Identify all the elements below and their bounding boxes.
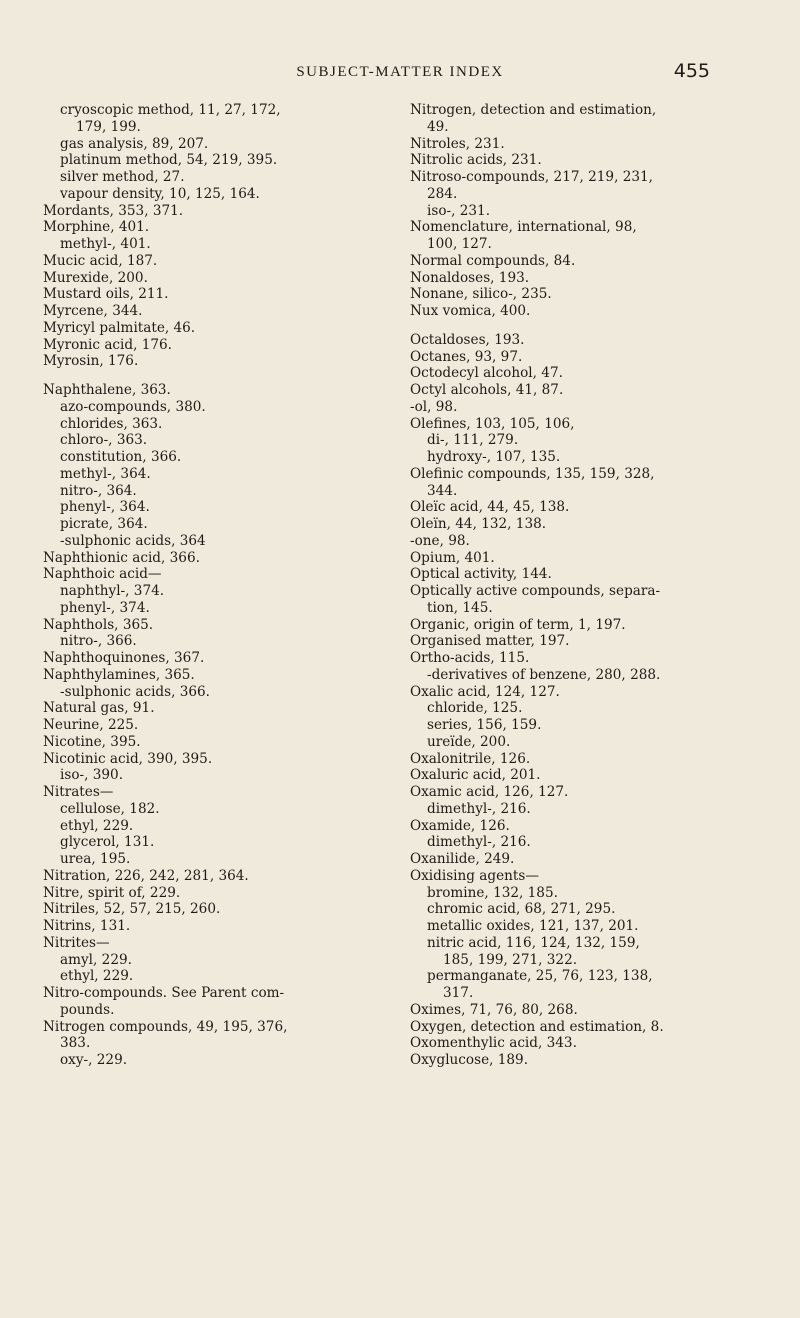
index-subentry: iso-, 390. (60, 767, 124, 784)
index-subentry: -sulphonic acids, 364 (60, 532, 206, 549)
index-entry: Organic, origin of term, 1, 197. (410, 616, 626, 633)
index-entry: Nonaldoses, 193. (410, 269, 530, 286)
index-subentry: metallic oxides, 121, 137, 201. (427, 918, 639, 934)
index-subentry: phenyl-, 374. (60, 599, 150, 616)
index-entry: Mordants, 353, 371. (43, 202, 184, 219)
index-entry: Naphthylamines, 365. (43, 666, 195, 683)
index-entry: Olefines, 103, 105, 106, (410, 415, 575, 432)
index-entry: Nitration, 226, 242, 281, 364. (43, 867, 249, 884)
index-subentry: nitric acid, 116, 124, 132, 159, (427, 934, 640, 951)
index-subentry: dimethyl-, 216. (427, 800, 531, 817)
section-gap (43, 370, 378, 382)
index-entry: Nitriles, 52, 57, 215, 260. (43, 901, 221, 918)
index-entry: Naphthionic acid, 366. (43, 549, 200, 566)
index-entry: Mucic acid, 187. (43, 252, 158, 269)
index-entry: Octyl alcohols, 41, 87. (410, 382, 564, 398)
index-entry: -one, 98. (410, 532, 470, 549)
index-subentry: -derivatives of benzene, 280, 288. (427, 666, 661, 683)
index-entry: Nitrins, 131. (43, 918, 131, 934)
index-subentry: di-, 111, 279. (427, 432, 519, 449)
section-gap (410, 320, 765, 332)
index-entry: Natural gas, 91. (43, 700, 155, 717)
index-subentry: nitro-, 366. (60, 633, 137, 650)
index-entry: Nitrogen, detection and estimation, (410, 102, 657, 118)
index-subentry: -sulphonic acids, 366. (60, 683, 211, 700)
index-subentry: azo-compounds, 380. (60, 398, 206, 415)
index-entry: Ortho-acids, 115. (410, 650, 530, 666)
index-subentry: cryoscopic method, 11, 27, 172, (60, 102, 281, 118)
index-entry: Octodecyl alcohol, 47. (410, 365, 563, 382)
index-subentry: amyl, 229. (60, 951, 132, 968)
index-entry: Naphthalene, 363. (43, 382, 171, 398)
index-subentry: phenyl-, 364. (60, 499, 150, 516)
index-subentry: methyl-, 364. (60, 465, 151, 482)
index-subentry: tion, 145. (427, 599, 493, 616)
index-entry: Neurine, 225. (43, 717, 139, 733)
index-entry: Oxaluric acid, 201. (410, 767, 541, 784)
index-entry: Olefinic compounds, 135, 159, 328, (410, 465, 655, 482)
index-subentry: naphthyl-, 374. (60, 583, 165, 599)
index-entry: Nitroles, 231. (410, 135, 505, 152)
index-subentry: pounds. (60, 1001, 115, 1018)
index-subentry: series, 156, 159. (427, 717, 542, 733)
index-entry: Octaldoses, 193. (410, 331, 525, 348)
index-subentry: ethyl, 229. (60, 968, 134, 985)
index-subentry: silver method, 27. (60, 169, 185, 185)
index-subentry: oxy-, 229. (60, 1052, 128, 1068)
index-subentry: hydroxy-, 107, 135. (427, 449, 561, 465)
index-subentry: dimethyl-, 216. (427, 834, 531, 851)
index-subentry: gas analysis, 89, 207. (60, 135, 209, 152)
index-subentry: 317. (443, 985, 474, 1001)
index-entry: Oximes, 71, 76, 80, 268. (410, 1001, 578, 1018)
index-entry: Oxanilide, 249. (410, 851, 515, 867)
index-entry: Oleïn, 44, 132, 138. (410, 516, 547, 532)
index-entry: Nitrites— (43, 934, 110, 951)
running-head: SUBJECT-MATTER INDEX (296, 64, 504, 80)
index-subentry: 49. (427, 118, 449, 135)
index-subentry: platinum method, 54, 219, 395. (60, 152, 278, 169)
index-entry: Myrcene, 344. (43, 303, 143, 319)
index-entry: Oxyglucose, 189. (410, 1052, 529, 1068)
index-entry: Organised matter, 197. (410, 633, 570, 650)
index-entry: Normal compounds, 84. (410, 252, 576, 269)
index-subentry: 383. (60, 1035, 91, 1052)
index-subentry: chromic acid, 68, 271, 295. (427, 901, 616, 918)
index-entry: Nitrates— (43, 784, 114, 800)
index-entry: Nitre, spirit of, 229. (43, 884, 181, 901)
index-entry: Oxamide, 126. (410, 817, 510, 834)
index-entry: Myricyl palmitate, 46. (43, 319, 196, 336)
index-subentry: chlorides, 363. (60, 415, 163, 432)
index-entry: Oxalic acid, 124, 127. (410, 683, 560, 700)
index-entry: Oleïc acid, 44, 45, 138. (410, 499, 570, 516)
index-entry: Nitrogen compounds, 49, 195, 376, (43, 1018, 288, 1035)
page-header (0, 60, 800, 86)
index-entry: Octanes, 93, 97. (410, 348, 523, 365)
index-column-right (410, 102, 765, 1069)
index-entry: Naphthoquinones, 367. (43, 650, 205, 666)
index-subentry: iso-, 231. (427, 202, 491, 219)
index-subentry: ethyl, 229. (60, 817, 134, 834)
index-subentry: chloro-, 363. (60, 432, 148, 449)
index-subentry: cellulose, 182. (60, 800, 160, 817)
index-subentry: bromine, 132, 185. (427, 884, 558, 901)
index-subentry: constitution, 366. (60, 449, 182, 465)
index-subentry: ureïde, 200. (427, 733, 511, 750)
index-subentry: urea, 195. (60, 851, 131, 867)
index-subentry: methyl-, 401. (60, 236, 151, 252)
index-subentry: 100, 127. (427, 236, 492, 252)
index-subentry: chloride, 125. (427, 700, 523, 717)
index-entry: Myronic acid, 176. (43, 336, 172, 353)
index-entry: Nitroso-compounds, 217, 219, 231, (410, 169, 653, 185)
index-subentry: nitro-, 364. (60, 482, 137, 499)
index-subentry: 179, 199. (76, 118, 141, 135)
index-subentry: 185, 199, 271, 322. (443, 951, 578, 968)
index-entry: Oxomenthylic acid, 343. (410, 1035, 577, 1052)
index-subentry: 284. (427, 185, 458, 202)
index-entry: Oxygen, detection and estimation, 8. (410, 1018, 664, 1035)
index-subentry: picrate, 364. (60, 516, 148, 532)
index-entry: Nux vomica, 400. (410, 303, 531, 319)
page-number: 455 (673, 60, 710, 82)
index-entry: Myrosin, 176. (43, 353, 139, 370)
index-entry: Optical activity, 144. (410, 566, 552, 583)
index-subentry: 344. (427, 482, 458, 499)
index-entry: Opium, 401. (410, 549, 495, 566)
index-entry: Naphthoic acid— (43, 566, 162, 583)
index-entry: Oxalonitrile, 126. (410, 750, 531, 767)
index-entry: Nomenclature, international, 98, (410, 219, 637, 236)
index-column-left (43, 102, 378, 1069)
index-subentry: vapour density, 10, 125, 164. (60, 185, 260, 202)
index-entry: Nicotinic acid, 390, 395. (43, 750, 213, 767)
index-entry: Nitro-compounds. See Parent com- (43, 985, 285, 1001)
index-entry: -ol, 98. (410, 398, 458, 415)
index-entry: Murexide, 200. (43, 269, 148, 286)
index-entry: Oxamic acid, 126, 127. (410, 784, 569, 800)
index-entry: Nonane, silico-, 235. (410, 286, 552, 303)
index-entry: Naphthols, 365. (43, 616, 154, 633)
index-entry: Mustard oils, 211. (43, 286, 169, 303)
index-subentry: permanganate, 25, 76, 123, 138, (427, 968, 653, 985)
index-entry: Nitrolic acids, 231. (410, 152, 542, 169)
index-entry: Oxidising agents— (410, 867, 539, 884)
index-subentry: glycerol, 131. (60, 834, 155, 851)
index-entry: Nicotine, 395. (43, 733, 141, 750)
index-entry: Optically active compounds, separa- (410, 583, 661, 599)
index-entry: Morphine, 401. (43, 219, 150, 236)
